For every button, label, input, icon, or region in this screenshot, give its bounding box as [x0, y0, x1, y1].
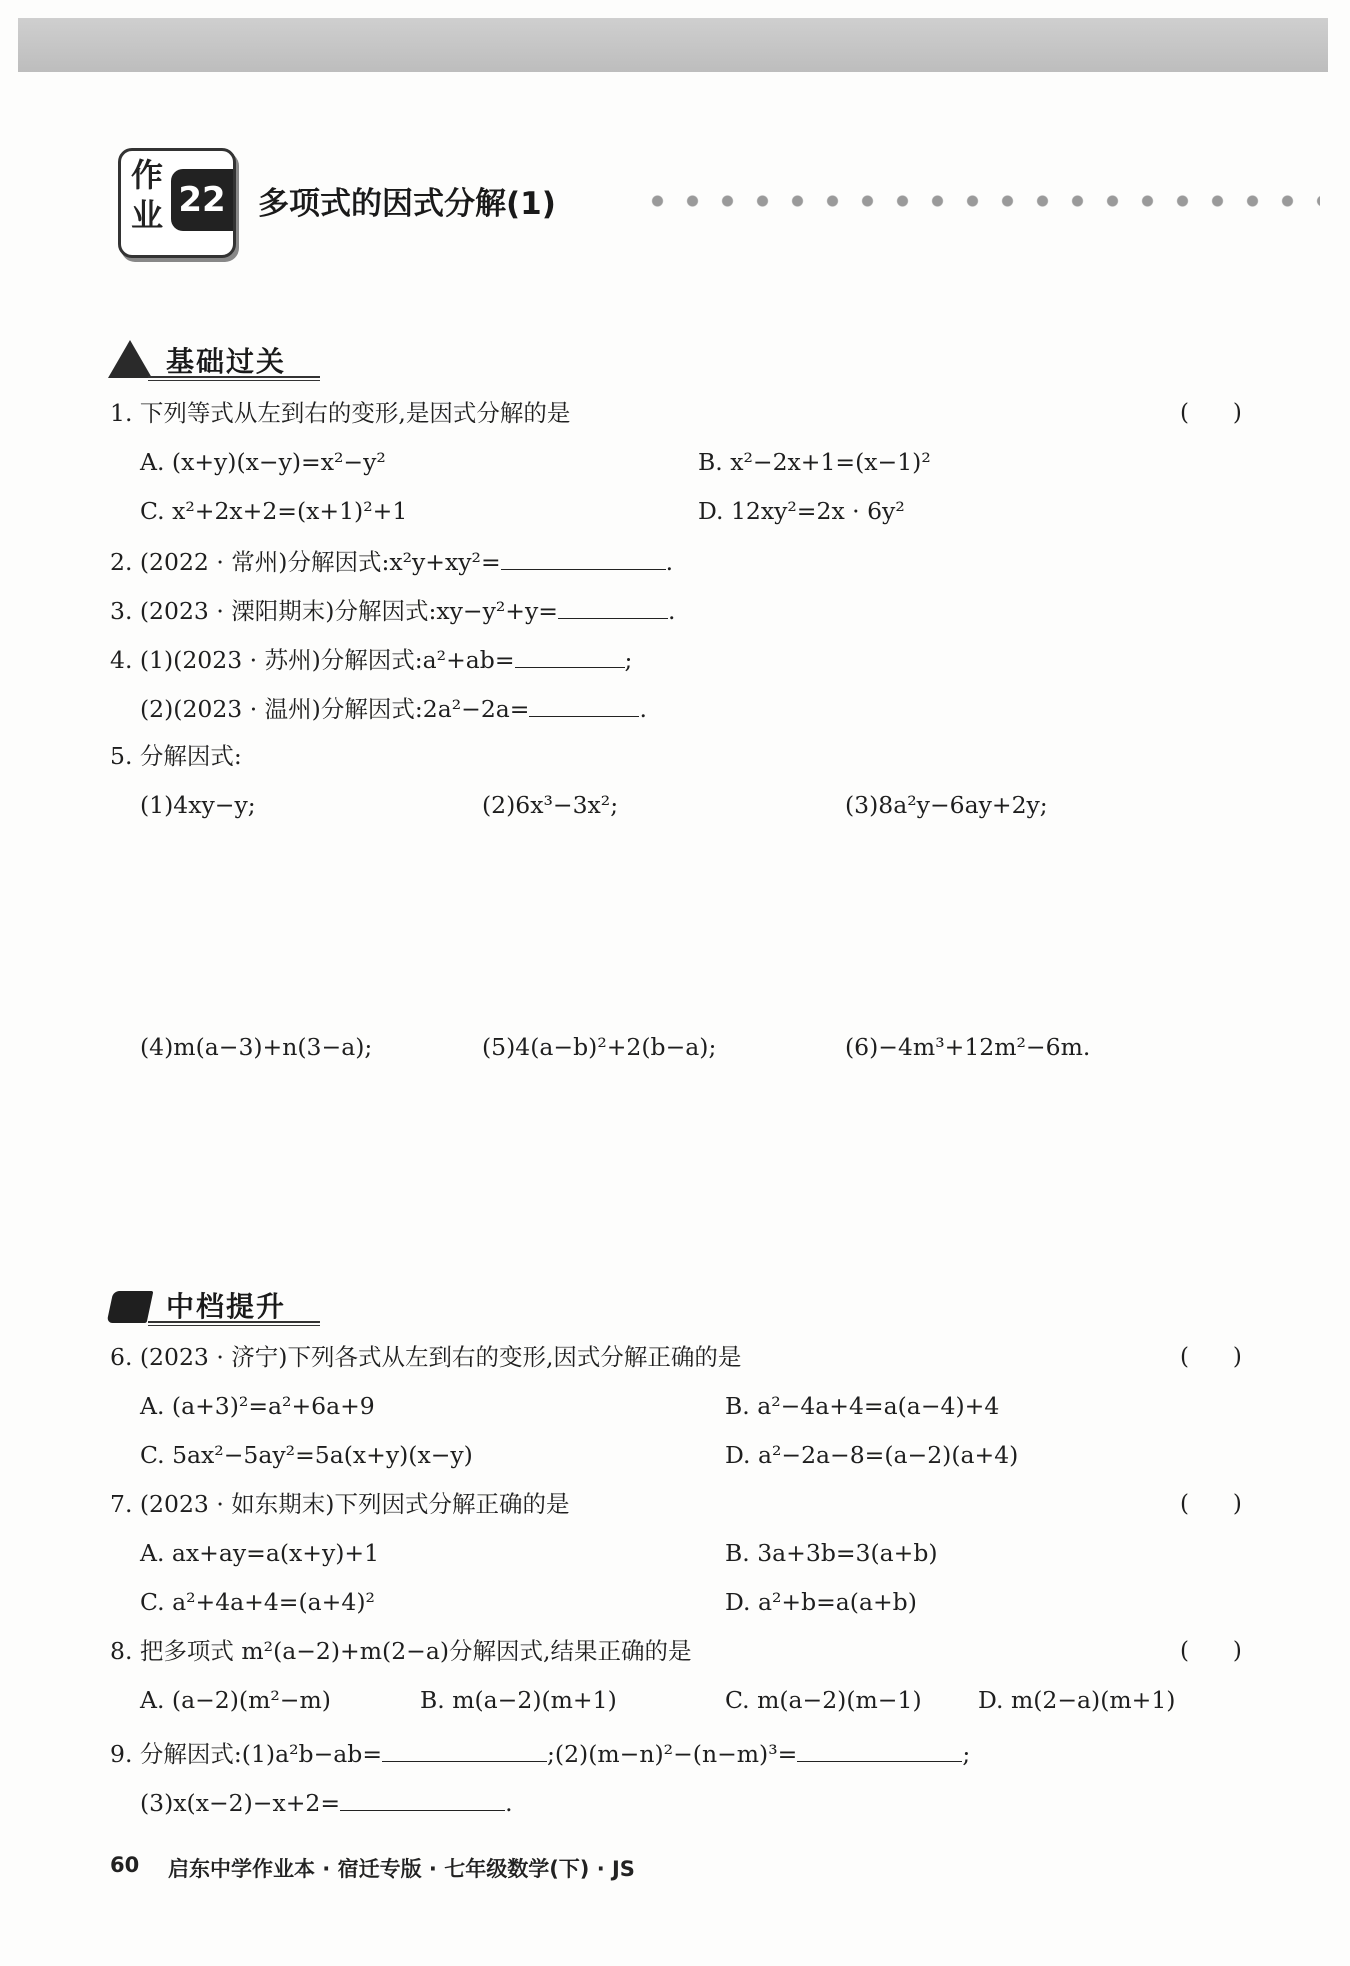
q7-option-a: A. ax+ay=a(x+y)+1 [140, 1539, 380, 1567]
q3-end: . [667, 597, 676, 625]
q9-line2 [140, 1786, 513, 1818]
q5-item-5: (5)4(a−b)²+2(b−a); [482, 1033, 717, 1061]
section-mid [108, 1285, 318, 1329]
title-dots-divider [640, 194, 1320, 208]
q5-item-6: (6)−4m³+12m²−6m. [845, 1033, 1091, 1061]
q4-part1-end: ; [624, 646, 633, 674]
page-title: 多项式的因式分解(1) [258, 186, 556, 222]
q1-stem: 1. 下列等式从左到右的变形,是因式分解的是 [110, 399, 571, 427]
q1-answer-paren: ( ) [1180, 400, 1242, 426]
q7-option-c: C. a²+4a+4=(a+4)² [140, 1588, 375, 1616]
q6-option-c: C. 5ax²−5ay²=5a(x+y)(x−y) [140, 1441, 473, 1469]
q6-stem: 6. (2023 · 济宁)下列各式从左到右的变形,因式分解正确的是 [110, 1343, 742, 1371]
footer-text: 启东中学作业本 · 宿迁专版 · 七年级数学(下) · JS [168, 1857, 635, 1881]
badge-label: 作业 [130, 156, 163, 234]
q5-stem: 5. 分解因式: [110, 742, 242, 770]
q8-stem: 8. 把多项式 m²(a−2)+m(2−a)分解因式,结果正确的是 [110, 1637, 692, 1665]
q9-part2-text: ;(2)(m−n)²−(n−m)³= [547, 1740, 798, 1768]
q2-end: . [665, 548, 674, 576]
q9-part1-text: 9. 分解因式:(1)a²b−ab= [110, 1740, 383, 1768]
q7-stem: 7. (2023 · 如东期末)下列因式分解正确的是 [110, 1490, 570, 1518]
section-label: 中档提升 [166, 1290, 287, 1323]
q8-option-d: D. m(2−a)(m+1) [978, 1686, 1176, 1714]
page-number: 60 [110, 1853, 140, 1877]
q3-blank[interactable] [558, 594, 668, 619]
q2-blank[interactable] [501, 545, 666, 570]
q1-option-c: C. x²+2x+2=(x+1)²+1 [140, 497, 408, 525]
homework-badge [118, 148, 236, 258]
q9-part3-text: (3)x(x−2)−x+2= [140, 1789, 341, 1817]
q9-part2-end: ; [962, 1740, 971, 1768]
q6-option-a: A. (a+3)²=a²+6a+9 [140, 1392, 375, 1420]
q9-part2-blank[interactable] [797, 1737, 962, 1762]
section-block-icon [107, 1291, 154, 1323]
q3-text: 3. (2023 · 溧阳期末)分解因式:xy−y²+y= [110, 597, 558, 625]
q1-option-a: A. (x+y)(x−y)=x²−y² [140, 448, 386, 476]
q7-option-b: B. 3a+3b=3(a+b) [725, 1539, 938, 1567]
q4-part2-end: . [639, 695, 647, 723]
q6-answer-paren: ( ) [1180, 1344, 1242, 1370]
q1-option-d: D. 12xy²=2x · 6y² [698, 497, 905, 525]
q9-part1-blank[interactable] [382, 1737, 547, 1762]
q9-part3-blank[interactable] [340, 1786, 505, 1811]
section-label: 基础过关 [166, 345, 287, 378]
q5-item-4: (4)m(a−3)+n(3−a); [140, 1033, 373, 1061]
q9-part3-end: . [505, 1789, 513, 1817]
q5-item-1: (1)4xy−y; [140, 791, 256, 819]
q8-option-b: B. m(a−2)(m+1) [420, 1686, 617, 1714]
q2-text: 2. (2022 · 常州)分解因式:x²y+xy²= [110, 548, 501, 576]
q4-part2-blank[interactable] [529, 692, 639, 717]
section-basic [108, 340, 318, 384]
q5-item-2: (2)6x³−3x²; [482, 791, 619, 819]
section-underline [148, 1321, 320, 1326]
q4-part2 [140, 692, 647, 724]
q2 [110, 545, 673, 577]
q5-item-3: (3)8a²y−6ay+2y; [845, 791, 1048, 819]
section-underline [148, 376, 320, 381]
q6-option-b: B. a²−4a+4=a(a−4)+4 [725, 1392, 1000, 1420]
q4-part2-text: (2)(2023 · 温州)分解因式:2a²−2a= [140, 695, 530, 723]
q7-option-d: D. a²+b=a(a+b) [725, 1588, 917, 1616]
top-band [18, 18, 1328, 72]
q3 [110, 594, 675, 626]
q6-option-d: D. a²−2a−8=(a−2)(a+4) [725, 1441, 1019, 1469]
badge-number: 22 [171, 169, 233, 231]
q8-option-a: A. (a−2)(m²−m) [140, 1686, 331, 1714]
q7-answer-paren: ( ) [1180, 1491, 1242, 1517]
q4-part1-blank[interactable] [515, 643, 625, 668]
q8-option-c: C. m(a−2)(m−1) [725, 1686, 922, 1714]
section-triangle-icon [108, 340, 152, 378]
q4-part1-text: 4. (1)(2023 · 苏州)分解因式:a²+ab= [110, 646, 515, 674]
q9-line1 [110, 1737, 970, 1769]
q1-option-b: B. x²−2x+1=(x−1)² [698, 448, 931, 476]
q4-part1 [110, 643, 632, 675]
q8-answer-paren: ( ) [1180, 1638, 1242, 1664]
